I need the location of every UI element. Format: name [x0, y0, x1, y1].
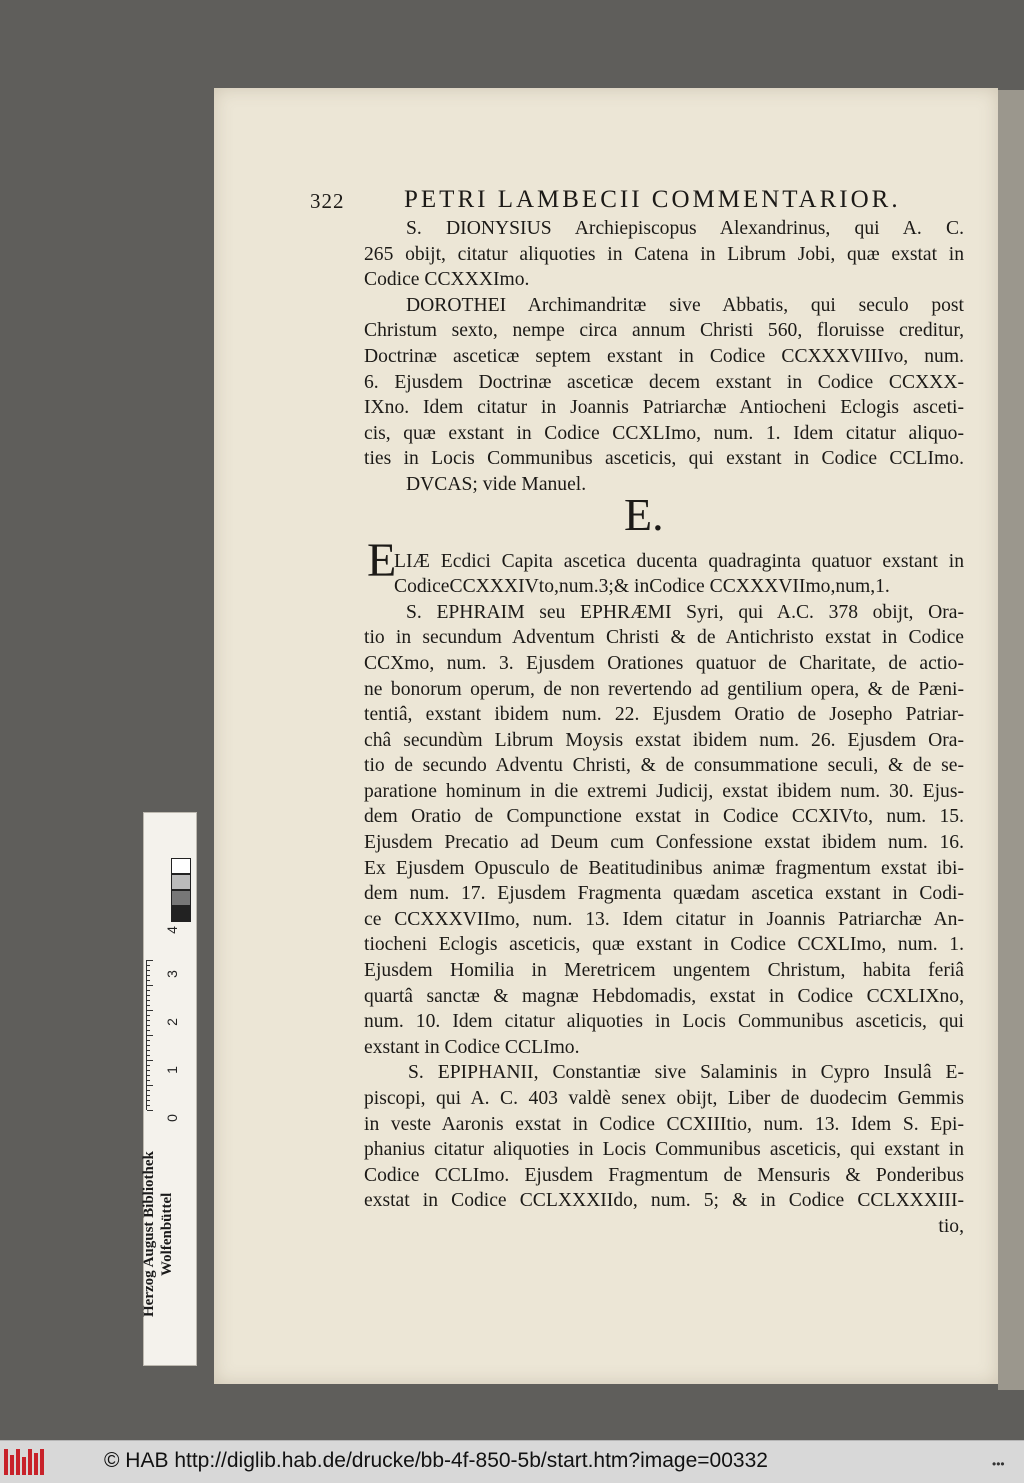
- more-options-icon[interactable]: •••: [992, 1457, 1005, 1471]
- text-line: phanius citatur aliquoties in Locis Communibus asceticis, qui exstant in: [364, 1139, 964, 1161]
- text-line: 6. Ejusdem Doctrinæ asceticæ decem exstant in Codice CCXXX-: [364, 371, 964, 393]
- ruler-tick: [147, 1090, 150, 1091]
- ruler-tick: [147, 1080, 150, 1081]
- ruler-tick: [147, 980, 150, 981]
- ruler-tick: [147, 1060, 153, 1061]
- ruler-tick: [147, 1010, 153, 1011]
- text-line: S. EPHRAIM seu EPHRÆMI Syri, qui A.C. 378 obijt, Ora-: [406, 601, 964, 623]
- ruler-tick: [147, 1065, 150, 1066]
- library-label: [140, 1104, 200, 1364]
- text-line: piscopi, qui A. C. 403 valdè senex obijt, Liber de duodecim Gemmis: [364, 1088, 964, 1109]
- section-spacer: [364, 498, 964, 549]
- text-line: dem num. 17. Ejusdem Fragmenta quædam ascetica exstant in Codi-: [364, 883, 964, 905]
- ruler-number: 4: [163, 926, 180, 934]
- ruler-tick: [147, 975, 150, 976]
- text-line: S. DIONYSIUS Archiepiscopus Alexandrinus, qui A. C.: [406, 218, 964, 239]
- library-name: Herzog August Bibliothek: [141, 1151, 157, 1317]
- viewer-footer: [0, 1440, 1024, 1483]
- text-line: quartâ sanctæ & magnæ Hebdomadis, exstat in Codice CCXLIXno,: [364, 985, 964, 1007]
- text-line: Doctrinæ asceticæ septem exstant in Codice CCXXXVIIIvo, num.: [364, 345, 964, 367]
- gray-swatch: [171, 858, 191, 874]
- text-line: Ejusdem Homilia in Meretricem ungentem Christum, habita feriâ: [364, 960, 964, 982]
- gray-swatch: [171, 874, 191, 890]
- text-line: Ex Ejusdem Opusculo de Beatitudinibus animæ fragmentum exstat ibi-: [364, 857, 964, 879]
- text-line: paratione hominum in die extremi Judicij, exstat ibidem num. 30. Ejus-: [364, 780, 964, 802]
- text-line: LIÆ Ecdici Capita ascetica ducenta quadraginta quatuor exstant in: [394, 550, 964, 572]
- ruler-tick: [147, 1025, 150, 1026]
- text-line: tio in secundum Adventum Christi & de Antichristo exstat in Codice: [364, 627, 964, 649]
- ruler-tick: [147, 1015, 150, 1016]
- text-line: ce CCXXXVIImo, num. 13. Idem citatur in Joannis Patriarchæ An-: [364, 908, 964, 930]
- text-line: Christum sexto, nempe circa annum Christi 560, floruisse creditur,: [364, 320, 964, 342]
- ruler-tick: [147, 1000, 150, 1001]
- ruler-number: 2: [163, 1018, 180, 1026]
- ruler-tick: [147, 1070, 150, 1071]
- text-line: tentiâ, exstant ibidem num. 22. Ejusdem Oratio de Josepho Patriar-: [364, 704, 964, 726]
- text-line: DVCAS; vide Manuel.: [406, 473, 587, 495]
- text-line: CCXmo, num. 3. Ejusdem Orationes quatuor de Charitate, de actio-: [364, 652, 964, 674]
- text-line: Codice CCLImo. Ejusdem Fragmentum de Mensuris & Ponderibus: [364, 1164, 964, 1186]
- ruler-number: 1: [163, 1066, 180, 1074]
- ruler-tick: [147, 1100, 150, 1101]
- section-letter: E.: [624, 489, 664, 540]
- ruler-number: 0: [163, 1114, 180, 1122]
- text-line: S. EPIPHANII, Constantiæ sive Salaminis in Cypro Insulâ E-: [408, 1062, 964, 1084]
- source-link[interactable]: © HAB http://diglib.hab.de/drucke/bb-4f-850-5b/start.htm?image=00332: [104, 1449, 768, 1472]
- hab-logo-icon: [4, 1447, 44, 1477]
- text-line: exstat in Codice CCLXXXIIdo, num. 5; & in Codice CCLXXXIII-: [364, 1190, 964, 1212]
- text-line: dem Oratio de Compunctione exstat in Codice CCXIVto, num. 15.: [364, 806, 964, 828]
- ruler-tick: [147, 1035, 153, 1036]
- text-line: 265 obijt, citatur aliquoties in Catena in Librum Jobi, quæ exstat in: [364, 243, 964, 265]
- ruler-tick: [147, 1055, 150, 1056]
- text-line: tiocheni Eclogis asceticis, quæ exstant in Codice CCXLImo, num. 1.: [364, 934, 964, 956]
- ruler-tick: [147, 965, 150, 966]
- library-city: Wolfenbüttel: [159, 1192, 175, 1276]
- text-line: ne bonorum operum, de non revertendo ad gentilium opera, & de Pæni-: [364, 678, 964, 700]
- text-line: Codice CCXXXImo.: [364, 269, 530, 291]
- ruler-tick: [147, 995, 150, 996]
- adjacent-page-edge: [998, 90, 1024, 1390]
- ruler-number: 3: [163, 970, 180, 978]
- ruler-tick: [147, 1020, 150, 1021]
- text-line: DOROTHEI Archimandritæ sive Abbatis, qui seculo post: [406, 294, 964, 316]
- ruler-tick: [147, 960, 153, 961]
- text-line: in veste Aaronis exstat in Codice CCXIIItio, num. 13. Idem S. Epi-: [364, 1113, 964, 1135]
- ruler-tick: [147, 1040, 150, 1041]
- book-page: [214, 88, 998, 1384]
- text-line: exstant in Codice CCLImo.: [364, 1036, 580, 1058]
- text-line: tio,: [938, 1215, 964, 1237]
- ruler-ticks: [146, 960, 153, 1110]
- ruler-tick: [147, 1085, 153, 1086]
- ruler-tick: [147, 1050, 150, 1051]
- text-line: IXno. Idem citatur in Joannis Patriarchæ Antiocheni Eclogis asceti-: [364, 397, 964, 419]
- ruler-tick: [147, 1045, 150, 1046]
- text-line: cis, quæ exstant in Codice CCXLImo, num. 1. Idem citatur aliquo-: [364, 422, 964, 444]
- text-line: num. 10. Idem citatur aliquoties in Locis Communibus asceticis, qui: [364, 1011, 964, 1033]
- ruler-tick: [147, 990, 150, 991]
- body-text: [364, 216, 964, 1240]
- drop-cap: E: [367, 534, 397, 587]
- text-line: Ejusdem Precatio ad Deum cum Confessione exstat ibidem num. 16.: [364, 832, 964, 854]
- ruler-tick: [147, 985, 153, 986]
- ruler-tick: [147, 1095, 150, 1096]
- ruler-tick: [147, 1030, 150, 1031]
- text-line: CodiceCCXXXIVto,num.3;& inCodice CCXXXVIImo,num,1.: [394, 576, 890, 598]
- page-number: 322: [310, 189, 345, 213]
- text-line: tio de secundo Adventu Christi, & de consummatione seculi, & de se-: [364, 755, 964, 777]
- text-line: châ secundùm Librum Moysis exstat ibidem num. 26. Ejusdem Ora-: [364, 729, 964, 751]
- text-line: ties in Locis Communibus asceticis, qui exstant in Codice CCLImo.: [364, 448, 964, 470]
- ruler-tick: [147, 970, 150, 971]
- ruler-tick: [147, 1005, 150, 1006]
- running-title: PETRI LAMBECII COMMENTARIOR.: [404, 186, 901, 213]
- ruler-tick: [147, 1075, 150, 1076]
